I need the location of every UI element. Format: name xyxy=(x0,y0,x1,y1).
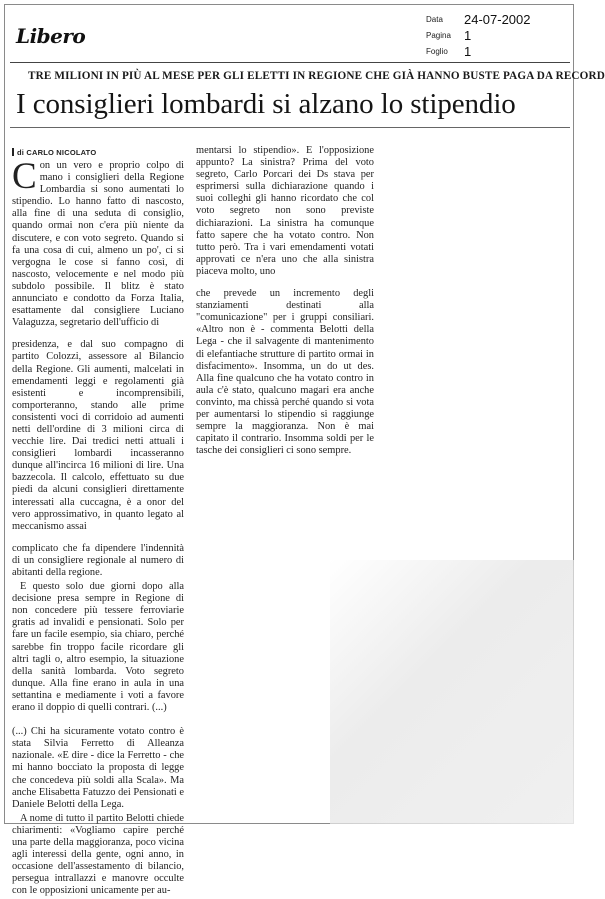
newspaper-masthead: Libero xyxy=(16,24,86,48)
article-kicker: TRE MILIONI IN PIÙ AL MESE PER GLI ELETTI IN REGIONE CHE GIÀ HANNO BUSTE PAGA DA RECORD xyxy=(28,70,605,82)
paragraph: mentarsi lo stipendio». E l'opposizione appunto? La sinistra? Prima del voto segreto, Carlo Porcari dei Ds stava per esprimersi sulla dichiarazione quando i suoi colleghi gli hanno ricordato che col voto segreto non sono previste dichiarazioni. La sinistra ha comunque fatto sapere che ha votato contro. Non tutto però. Tra i vari emendamenti votati approvati ce n'era uno che alla sinistra piaceva molto, uno xyxy=(196,145,374,277)
article-headline: I consiglieri lombardi si alzano lo stipendio xyxy=(16,88,516,120)
headline-divider xyxy=(10,127,570,128)
article-column-2 xyxy=(196,145,374,459)
paragraph: E questo solo due giorni dopo alla decisione presa sempre in Regione di non concedere più tessere ferroviarie gratis ad invalidi e pensionati. Solo per fare un facile esempio, sia chiaro, perché sarebbe fin troppo facile ricordare gli altri tagli o, altro esempio, la situazione della sanità lombarda. Voto segreto dunque. Alla fine erano in aula in una settantina e mediamente i voti a favore erano il doppio di quelli contrari. (...) xyxy=(12,581,184,714)
clipping-meta xyxy=(418,10,573,60)
paragraph: complicato che fa dipendere l'indennità di un consigliere regionale al numero di abitanti della regione. xyxy=(12,542,184,578)
paragraph: (...) Chi ha sicuramente votato contro è stata Silvia Ferretto di Alleanza nazionale. «E dire - dice la Ferretto - che mi hanno bocciato la proposta di legge che concedeva più soldi alla Scala». Ma anche Elisabetta Fatuzzo dei Pensionati e Daniele Belotti della Lega. xyxy=(12,726,184,810)
paragraph-text: on un vero e proprio colpo di mano i consiglieri della Regione Lombardia si sono aumentati lo stipendio. Lo hanno fatto di nascosto, alla fine di una seduta di consiglio, quando ormai non c'era più niente da discutere, e con voto segreto. Quando si fa una cosa di cui, almeno un po', ci si vergogna le cose si fanno così, di nascosto, velocemente e nel modo più subdolo possibile. Il blitz è stato annunciato e condotto da Forza Italia, esattamente dal consigliere Luciano Valaguzza, segretario dell'ufficio di xyxy=(12,160,184,329)
meta-row-page xyxy=(418,28,573,44)
byline-text: di CARLO NICOLATO xyxy=(17,148,97,157)
meta-value: 1 xyxy=(464,28,472,43)
meta-value: 1 xyxy=(464,44,472,59)
meta-value: 24-07-2002 xyxy=(464,12,531,27)
meta-row-sheet xyxy=(418,44,573,60)
article-column-1 xyxy=(12,156,184,899)
paragraph: che prevede un incremento degli stanziamenti destinati alla "comunicazione" per i gruppi consiliari. «Altro non è - commenta Belotti della Lega - che il salvagente di mantenimento di elefantiache strutture di partito ormai in disfacimento». Insomma, un do ut des. Alla fine qualcuno che ha votato contro in aula c'è stato, qualcuno magari era anche convinto, ma chissà perché quando si vota per aumentarsi lo stipendio si raggiunge sempre la maggioranza. Non è mai capitato il contrario. Insomma soldi per le tasche dei consiglieri ci sono sempre. xyxy=(196,288,374,457)
meta-row-date xyxy=(418,12,573,28)
paragraph: presidenza, e dal suo compagno di partito Colozzi, assessore al Bilancio della Regione. Gli aumenti, malcelati in emendamenti leggi e regolamenti già esistenti e incomprensibili, comporteranno, stando alle prime consistenti voci di corridoio ad aumenti netti dell'ordine di 3 milioni circa di vecchie lire. Dai tredici netti attuali i consiglieri lombardi incasseranno dunque all'incirca 16 milioni di lire. Una bazzecola. Il calcolo, effettuato su due piedi da alcuni consiglieri direttamente interessati alla cuccagna, è a onor del vero approssimativo, in quanto legato al meccanismo assai xyxy=(12,339,184,532)
byline-bar xyxy=(12,148,14,156)
drop-cap: C xyxy=(12,156,37,197)
meta-label: Foglio xyxy=(426,47,448,56)
paragraph xyxy=(12,156,184,329)
meta-label: Pagina xyxy=(426,31,451,40)
paragraph: A nome di tutto il partito Belotti chiede chiarimenti: «Vogliamo capire perché una parte della maggioranza, poco vicina agli interessi della gente, ogni anno, in occasione dell'assestamento di bilancio, persegua intrallazzi e manovre occulte con le opposizioni unicamente per au- xyxy=(12,812,184,897)
header-divider xyxy=(10,62,570,63)
meta-label: Data xyxy=(426,15,443,24)
scan-shadow xyxy=(330,560,574,824)
